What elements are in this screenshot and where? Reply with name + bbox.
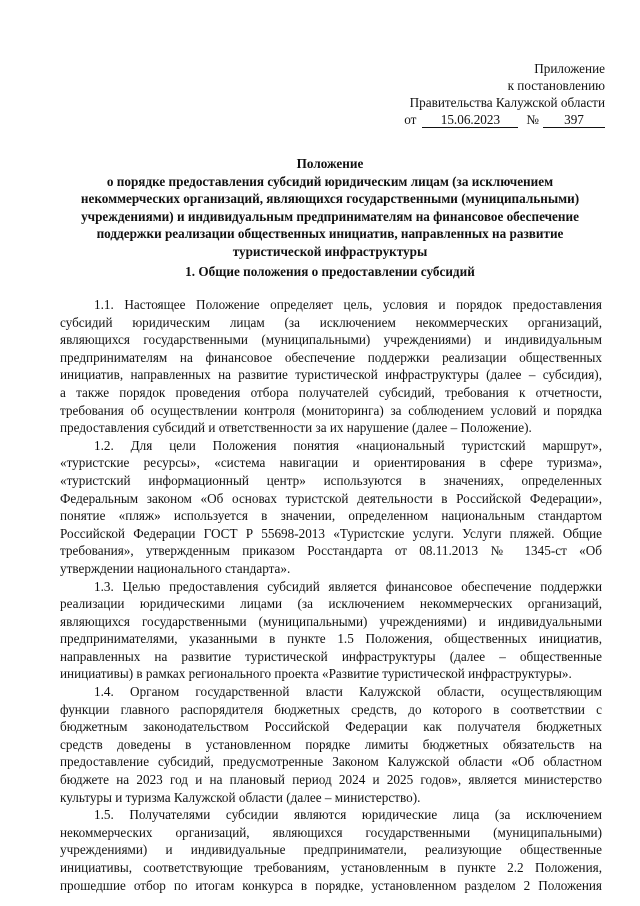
body-line: прошедшие отбор по итогам конкурса в порядке, установленном разделом 2 Положения	[60, 877, 602, 893]
title-line: некоммерческих организаций, являющихся государственными (муниципальными)	[80, 191, 580, 206]
header-date-number	[385, 111, 605, 128]
body-line: функции главного распорядителя бюджетных средств, до которого в соответствии с	[60, 701, 602, 717]
body-line: 1.2. Для цели Положения понятия «национальный туристский маршрут»,	[94, 437, 602, 453]
document-title	[45, 155, 615, 260]
body-line: понятие «пляж» используется в значении, определенном национальным стандартом	[60, 508, 602, 524]
body-line: инициативы) в рамках регионального проекта «Развитие туристической инфраструктуры».	[60, 666, 572, 682]
date-prefix: от	[404, 112, 417, 127]
approval-header	[385, 60, 605, 128]
title-line: о порядке предоставления субсидий юридическим лицам (за исключением	[106, 173, 554, 189]
document-body	[60, 296, 602, 894]
section-heading: 1. Общие положения о предоставлении субсидий	[185, 264, 475, 279]
title-line: Положение	[296, 156, 364, 171]
body-line: предоставления субсидий и ответственности за их нарушение (далее – Положение).	[60, 420, 532, 436]
body-line: инициативы, соответствующие требованиям, установленным в пункте 2.2 Положения,	[60, 860, 602, 875]
body-line: «туристские ресурсы», «система навигации и ориентирования в сфере туризма»,	[60, 455, 602, 471]
body-line: предпринимателями, указанными в пункте 1.5 Положения, общественных инициатив,	[60, 631, 602, 647]
body-line: культуры и туризма Калужской области (далее – министерство).	[60, 789, 421, 805]
body-line: 1.5. Получателями субсидии являются юридические лица (за исключением	[94, 807, 602, 823]
resolution-date: 15.06.2023	[422, 113, 518, 128]
body-line: 1.1. Настоящее Положение определяет цель, условия и порядок предоставления	[94, 297, 602, 312]
body-line: направленных на развитие туристической инфраструктуры (далее – общественные	[60, 648, 602, 664]
body-line: учреждениями) и индивидуальные предприниматели, реализующие общественные	[60, 842, 602, 858]
body-line: реализации юридическими лицами (за исключением некоммерческих организаций,	[60, 596, 602, 612]
body-line: 1.4. Органом государственной власти Калужской области, осуществляющим	[94, 684, 602, 700]
body-line: утверждении национального стандарта».	[60, 560, 291, 576]
body-line: инициатив, направленных на развитие туристической инфраструктуры (далее – субсидия),	[60, 367, 602, 383]
body-line: субсидий юридическим лицам (за исключением некоммерческих организаций,	[60, 314, 602, 330]
body-line: «туристский информационный центр» используются в значениях, определенных	[60, 472, 602, 488]
header-line-government: Правительства Калужской области	[409, 95, 605, 110]
body-line: бюджетным законодательством Российской Федерации как получателя бюджетных	[60, 719, 602, 735]
body-line: Федеральным законом «Об основах туристской деятельности в Российской Федерации»,	[60, 490, 602, 506]
body-line: средств доведены в установленном порядке лимиты бюджетных обязательств на	[60, 736, 602, 752]
title-line: поддержки реализации общественных инициатив, направленных на развитие	[96, 226, 564, 241]
body-line: предпринимателям на финансовое обеспечение поддержки реализации общественных	[60, 349, 602, 365]
body-line: являющихся государственными (муниципальными) учреждениями) и индивидуальным	[60, 332, 602, 348]
title-line: туристической инфраструктуры	[232, 243, 428, 259]
number-prefix: №	[526, 112, 539, 127]
header-line-to-resolution: к постановлению	[507, 78, 605, 93]
body-line: 1.3. Целью предоставления субсидий является финансовое обеспечение поддержки	[94, 578, 602, 594]
header-line-appendix: Приложение	[534, 61, 605, 76]
title-line: учреждениями) и индивидуальным предпринимателям на финансовое обеспечение	[81, 208, 579, 224]
body-line: предоставление субсидий, предусмотренные Законом Калужской области «Об областном	[60, 754, 602, 770]
body-line: Российской Федерации ГОСТ Р 55698-2013 «Туристские услуги. Услуги пляжей. Общие	[60, 525, 602, 541]
resolution-number: 397	[543, 113, 605, 128]
body-line: некоммерческих организаций, являющихся государственными (муниципальными)	[60, 824, 602, 840]
body-line: требования об осуществлении контроля (мониторинга) за соблюдением условий и порядка	[60, 402, 602, 418]
body-line: являющихся государственными (муниципальными) учреждениями) и индивидуальными	[60, 613, 602, 629]
body-line: а также порядок проведения отбора получателей субсидий, требования к отчетности,	[60, 384, 602, 400]
body-line: требования», утвержденным приказом Росстандарта от 08.11.2013 № 1345-ст «Об	[60, 543, 602, 559]
body-line: бюджете на 2023 год и на плановый период 2024 и 2025 годов», является министерство	[60, 772, 602, 788]
